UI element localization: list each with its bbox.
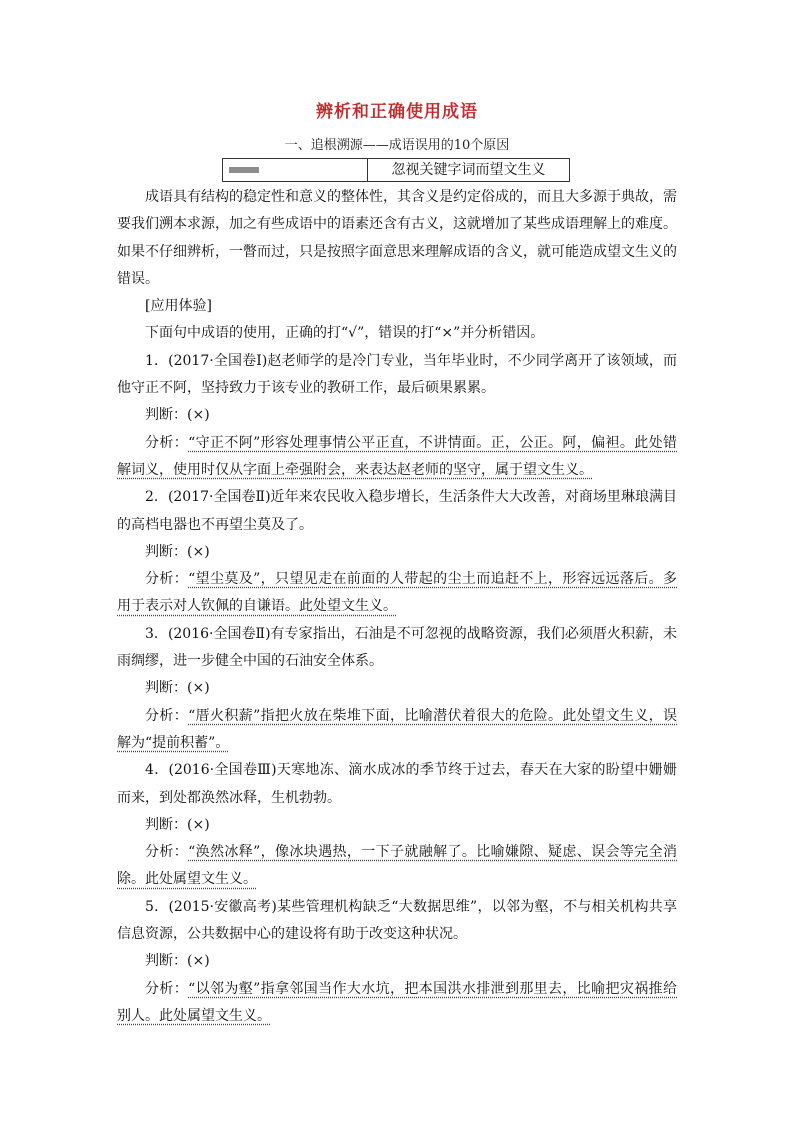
exercise-item (117, 348, 677, 484)
analysis-text: “涣然冰释”，像冰块遇热，一下子就融解了。比喻嫌隙、疑虑、误会等完全消除。此处属望文生义。 (117, 844, 678, 888)
analysis-label: 分析： (145, 707, 189, 724)
analysis-label: 分析： (145, 980, 189, 997)
question-text: 2．(2017·全国卷Ⅱ)近年来农民收入稳步增长，生活条件大大改善，对商场里琳琅满目的高档电器也不再望尘莫及了。 (117, 489, 677, 533)
judgment-text: 判断：(×) (145, 407, 210, 424)
analysis-text: “以邻为壑”指拿邻国当作大水坑，把本国洪水排泄到那里去，比喻把灾祸推给别人。此处属望文生义。 (117, 980, 678, 1024)
judgment-text: 判断：(×) (145, 953, 210, 970)
analysis-text: “厝火积薪”指把火放在柴堆下面，比喻潜伏着很大的危险。此处望文生义，误解为“提前积蓄”。 (117, 707, 678, 751)
section-subtitle: 一、追根溯源——成语误用的10个原因 (284, 138, 510, 153)
exercise-item (117, 757, 677, 893)
analysis-label: 分析： (145, 844, 189, 861)
judgment-text: 判断：(×) (145, 543, 210, 560)
analysis-paragraph (117, 703, 677, 758)
analysis-label: 分析： (145, 571, 189, 588)
exercise-item (117, 484, 677, 620)
exercise-item (117, 621, 677, 757)
judgment-text: 判断：(×) (145, 680, 210, 697)
reason-box (222, 158, 570, 182)
document-body (117, 184, 677, 1030)
exercise-item (117, 894, 677, 1030)
section-label: [应用体验] (145, 298, 212, 315)
reason-text: 忽视关键字词而望文生义 (391, 162, 546, 178)
analysis-paragraph (117, 839, 677, 894)
analysis-label: 分析： (145, 434, 189, 451)
judgment-text: 判断：(×) (145, 816, 210, 833)
instruction: 下面句中成语的使用，正确的打“√”，错误的打“×”并分析错因。 (145, 325, 545, 342)
reason-tag-bar (229, 167, 259, 173)
page-title: 辨析和正确使用成语 (316, 102, 478, 122)
question-text: 5．(2015·安徽高考)某些管理机构缺乏“大数据思维”，以邻为壑，不与相关机构共享信息资源，公共数据中心的建设将有助于改变这种状况。 (117, 898, 677, 943)
question-text: 1．(2017·全国卷Ⅰ)赵老师学的是冷门专业，当年毕业时，不少同学离开了该领域，而他守正不阿，坚持致力于该专业的教研工作，最后硕果累累。 (117, 352, 677, 397)
intro-paragraph: 成语具有结构的稳定性和意义的整体性，其含义是约定俗成的，而且大多源于典故，需要我们溯本求源，加之有些成语中的语素还含有古义，这就增加了某些成语理解上的难度。如果不仔细辨析，一瞥而过，只是按照字面意思来理解成语的含义，就可能造成望文生义的错误。 (117, 189, 677, 287)
analysis-paragraph (117, 430, 677, 485)
reason-tag (223, 159, 368, 181)
analysis-text: “望尘莫及”，只望见走在前面的人带起的尘土而追赶不上，形容远远落后。多用于表示对人钦佩的自谦语。此处望文生义。 (117, 571, 678, 615)
question-text: 3．(2016·全国卷Ⅱ)有专家指出，石油是不可忽视的战略资源，我们必须厝火积薪，未雨绸缪，进一步健全中国的石油安全体系。 (117, 625, 677, 670)
analysis-text: “守正不阿”形容处理事情公平正直，不讲情面。正，公正。阿，偏袒。此处错解词义，使用时仅从字面上牵强附会，来表达赵老师的坚守，属于望文生义。 (117, 434, 678, 478)
analysis-paragraph (117, 976, 677, 1031)
question-text: 4．(2016·全国卷Ⅲ)天寒地冻、滴水成冰的季节终于过去，春天在大家的盼望中姗姗而来，到处都涣然冰释，生机勃勃。 (117, 762, 677, 806)
analysis-paragraph (117, 566, 677, 621)
